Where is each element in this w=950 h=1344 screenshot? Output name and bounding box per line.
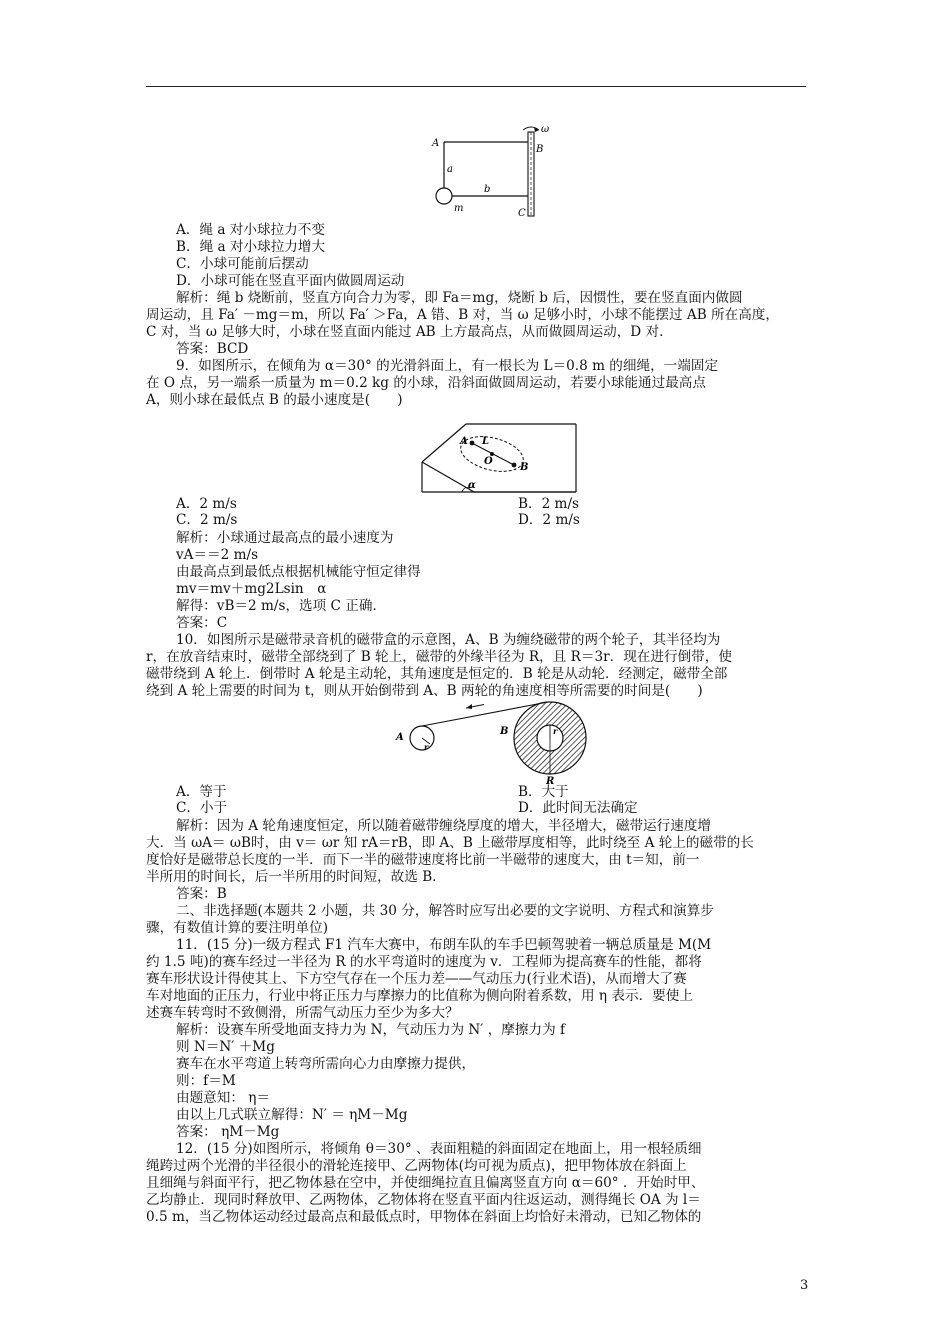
q9-option-b: B．2 m/s [518,496,579,512]
q8-option-a: A．绳 a 对小球拉力不变 [176,222,325,238]
figure-rotating-frame [428,122,558,220]
figure-tape-reels [390,694,600,786]
fig10-label-R: R [546,776,555,786]
q8-option-c: C．小球可能前后摆动 [176,256,309,272]
figure-incline-circle [420,420,580,494]
q11-stem-line: 约 1.5 吨)的赛车经过一半径为 R 的水平弯道时的速度为 v．工程师为提高赛车的性能，都将 [146,954,702,970]
fig9-label-O: O [484,456,493,467]
q11-analysis-line: 由以上几式联立解得：N′ ＝ ηM－Mg [176,1107,408,1123]
q10-stem-line: 10．如图所示是磁带录音机的磁带盒的示意图，A、B 为缠绕磁带的两个轮子，其半径均为 [176,632,721,648]
q10-option-c: C．小于 [176,800,228,816]
q9-answer: 答案：C [176,615,228,631]
q11-stem-line: 述赛车转弯时不致侧滑，所需气动压力至少为多大？ [146,1005,459,1021]
q9-analysis-line: 解析：小球通过最高点的最小速度为 [176,530,394,546]
q12-stem-line: 绳跨过两个光滑的半径很小的滑轮连接甲、乙两物体(均可视为质点)，把甲物体放在斜面上 [146,1158,687,1174]
q11-answer: 答案： ηM－Mg [176,1124,280,1140]
fig9-label-B: B [520,462,529,473]
fig9-label-alpha: α [468,480,476,491]
q10-analysis-line: 解析：因为 A 轮角速度恒定，所以随着磁带缠绕厚度的增大，半径增大，磁带运行速度增 [176,818,712,834]
q9-analysis-line: vA＝＝2 m/s [176,547,259,563]
q10-stem-line: r，在放音结束时，磁带全部绕到了 B 轮上，磁带的外缘半径为 R，且 R＝3r．现在进行倒带，使 [146,649,732,665]
fig8-label-a: a [447,164,453,175]
section-heading: 骤，有数值计算的要注明单位) [146,920,329,936]
q9-option-d: D．2 m/s [518,512,580,528]
q9-analysis-line: mv＝mv＋mg2Lsin α [176,581,327,597]
q9-stem-line: 9．如图所示，在倾角为 α＝30° 的光滑斜面上，有一根长为 L＝0.8 m 的细绳，一端固定 [176,358,719,374]
section-heading: 二、非选择题(本题共 2 小题，共 30 分，解答时应写出必要的文字说明、方程式和演算步 [176,903,714,919]
q10-stem-line: 绕到 A 轮上需要的时间为 t，则从开始倒带到 A、B 两轮的角速度相等所需要的时间是( ) [146,683,703,699]
q11-stem-line: 11．(15 分)一级方程式 F1 汽车大赛中，布朗车队的车手巴顿驾驶着一辆总质量是 M(M [176,937,712,953]
fig8-label-A: A [432,138,440,149]
q9-analysis-line: 由最高点到最低点根据机械能守恒定律得 [176,564,421,580]
fig8-label-m: m [454,203,464,214]
q8-analysis-line: 解析：绳 b 烧断前，竖直方向合力为零，即 Fa＝mg，烧断 b 后，因惯性，要在竖直面内做圆 [176,290,743,306]
q9-analysis-line: 解得：vB＝2 m/s，选项 C 正确． [176,598,387,614]
q9-stem-line: A，则小球在最低点 B 的最小速度是( ) [146,392,403,408]
fig8-label-C: C [518,208,526,219]
q11-analysis-line: 赛车在水平弯道上转弯所需向心力由摩擦力提供， [176,1056,476,1072]
q10-stem-line: 磁带绕到 A 轮上．倒带时 A 轮是主动轮，其角速度是恒定的．B 轮是从动轮．经测定，磁带全部 [146,666,728,682]
q10-analysis-line: 大．当 ωA＝ ωB时，由 v＝ ωr 知 rA＝rB，即 A、B 上磁带厚度相等，此时绕至 A 轮上的磁带的长 [146,835,754,851]
fig10-label-A: A [396,732,404,743]
q12-stem-line: 0.5 m，当乙物体运动经过最高点和最低点时，甲物体在斜面上均恰好未滑动，已知乙物体的 [146,1209,702,1225]
q11-stem-line: 车对地面的正压力，行业中将正压力与摩擦力的比值称为侧向附着系数，用 η 表示．要使上 [146,988,693,1004]
q12-stem-line: 12．(15 分)如图所示，将倾角 θ＝30° 、表面粗糙的斜面固定在地面上，用一根轻质细 [176,1141,702,1157]
q10-analysis-line: 半所用的时间长，后一半所用的时间短，故选 B． [146,869,446,885]
fig9-label-L: L [482,436,490,447]
q11-analysis-line: 则 N＝N′ ＋Mg [176,1039,275,1055]
fig10-label-B: B [500,726,509,737]
page-number: 3 [800,1278,809,1293]
q10-option-d: D．此时间无法确定 [518,800,638,816]
q11-stem-line: 赛车形状设计得使其上、下方空气存在一个压力差——气动压力(行业术语)，从而增大了赛 [146,971,687,987]
q12-stem-line: 且细绳与斜面平行，把乙物体悬在空中，并使细绳拉直且偏离竖直方向 α＝60° ．开始时甲、 [146,1175,705,1191]
fig8-label-b: b [484,184,491,195]
q9-option-c: C．2 m/s [176,512,238,528]
q10-answer: 答案：B [176,886,227,902]
q10-option-a: A．等于 [176,784,227,800]
q11-analysis-line: 由题意知： η＝ [176,1090,271,1106]
q9-stem-line: 在 O 点，另一端系一质量为 m＝0.2 kg 的小球，沿斜面做圆周运动，若要小球能通过最高点 [146,375,706,391]
q11-analysis-line: 解析：设赛车所受地面支持力为 N，气动压力为 N′ ，摩擦力为 f [176,1022,566,1038]
q9-option-a: A．2 m/s [176,496,237,512]
fig8-label-omega: ω [541,124,550,135]
q10-analysis-line: 度恰好是磁带总长度的一半．而下一半的磁带速度将比前一半磁带的速度大，由 t＝知，前一 [146,852,700,868]
q8-analysis-line: 周运动，且 Fa′ －mg＝m，所以 Fa′ ＞Fa，A 错、B 对，当 ω 足够小时，小球不能摆过 AB 所在高度， [146,307,779,323]
header-rule [146,86,806,87]
fig8-label-B: B [536,144,544,155]
q8-option-b: B．绳 a 对小球拉力增大 [176,239,326,255]
q12-stem-line: 乙均静止．现同时释放甲、乙两物体，乙物体将在竖直平面内往返运动，测得绳长 OA 为 l＝ [146,1192,701,1208]
q10-option-b: B．大于 [518,784,569,800]
fig9-label-A: A [460,436,468,447]
q8-answer: 答案：BCD [176,341,249,357]
q8-option-d: D．小球可能在竖直平面内做圆周运动 [176,273,405,289]
q8-analysis-line: C 对，当 ω 足够大时，小球在竖直面内能过 AB 上方最高点，从而做圆周运动，D 对． [146,324,673,340]
q11-analysis-line: 则：f＝M [176,1073,236,1089]
fig10-label-r-small: r [424,742,429,752]
fig10-label-r-big: r [553,726,558,736]
